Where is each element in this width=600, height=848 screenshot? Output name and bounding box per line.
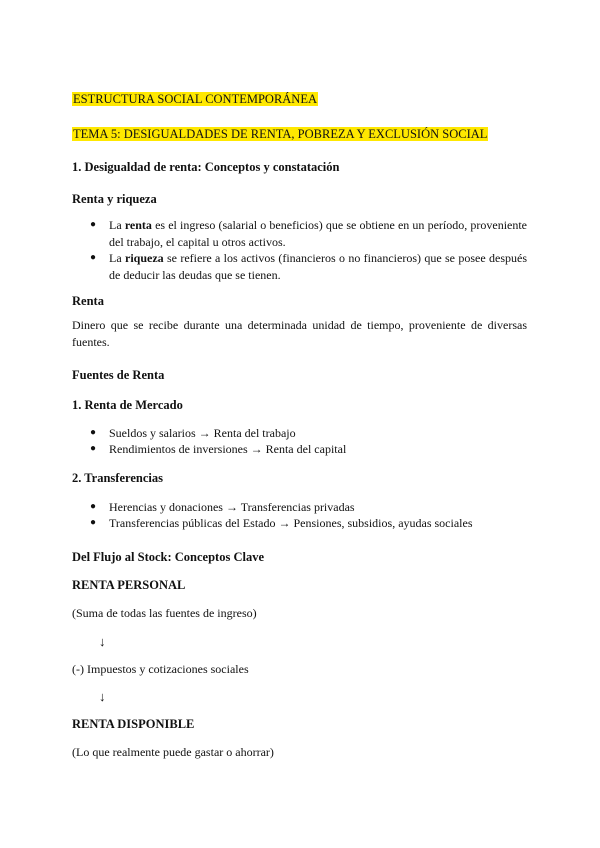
list-item	[90, 250, 527, 283]
heading-fuentes-renta: Fuentes de Renta	[72, 368, 165, 382]
bullet-text: Rendimientos de inversiones → Renta del capital	[109, 442, 347, 456]
renta-disponible-label: RENTA DISPONIBLE	[72, 717, 195, 731]
renta-disponible-note: (Lo que realmente puede gastar o ahorrar)	[72, 745, 274, 759]
down-arrow-icon: ↓	[99, 689, 106, 704]
section-heading-desigualdad: 1. Desigualdad de renta: Conceptos y constatación	[72, 160, 340, 174]
bullet-icon: ●	[90, 501, 97, 512]
deduction-label: (-) Impuestos y cotizaciones sociales	[72, 662, 249, 676]
list-item	[90, 515, 527, 532]
bullet-icon: ●	[90, 443, 97, 454]
list-item	[90, 425, 527, 442]
bullet-text: La riqueza se refiere a los activos (financieros o no financieros) que se posee después de deducir las deudas que se tienen.	[109, 251, 527, 282]
bullet-icon: ●	[90, 219, 97, 230]
subheading-renta-riqueza: Renta y riqueza	[72, 192, 157, 206]
bullet-icon: ●	[90, 517, 97, 528]
renta-personal-note: (Suma de todas las fuentes de ingreso)	[72, 606, 257, 620]
renta-definition: Dinero que se recibe durante una determinada unidad de tiempo, proveniente de diversas fuentes.	[72, 318, 527, 349]
topic-title	[72, 125, 488, 143]
heading-transferencias: 2. Transferencias	[72, 471, 163, 485]
heading-flujo-stock: Del Flujo al Stock: Conceptos Clave	[72, 550, 264, 564]
bullet-icon: ●	[90, 252, 97, 263]
bullet-icon: ●	[90, 427, 97, 438]
down-arrow-icon: ↓	[99, 634, 106, 649]
bullet-text: Sueldos y salarios → Renta del trabajo	[109, 426, 296, 440]
heading-renta-mercado: 1. Renta de Mercado	[72, 398, 183, 412]
topic-title-text: TEMA 5: DESIGUALDADES DE RENTA, POBREZA Y EXCLUSIÓN SOCIAL	[73, 127, 488, 141]
bullet-text: Transferencias públicas del Estado → Pensiones, subsidios, ayudas sociales	[109, 516, 473, 530]
renta-personal-label: RENTA PERSONAL	[72, 578, 186, 592]
bullet-text: Herencias y donaciones → Transferencias privadas	[109, 500, 355, 514]
bullet-text: La renta es el ingreso (salarial o beneficios) que se obtiene en un período, proveniente del trabajo, el capital u otros activos.	[109, 218, 528, 249]
list-item	[90, 217, 527, 250]
course-title-text: ESTRUCTURA SOCIAL CONTEMPORÁNEA	[73, 92, 318, 106]
subheading-renta: Renta	[72, 294, 104, 308]
list-item	[90, 499, 527, 516]
list-item	[90, 441, 527, 458]
course-title	[72, 90, 318, 108]
